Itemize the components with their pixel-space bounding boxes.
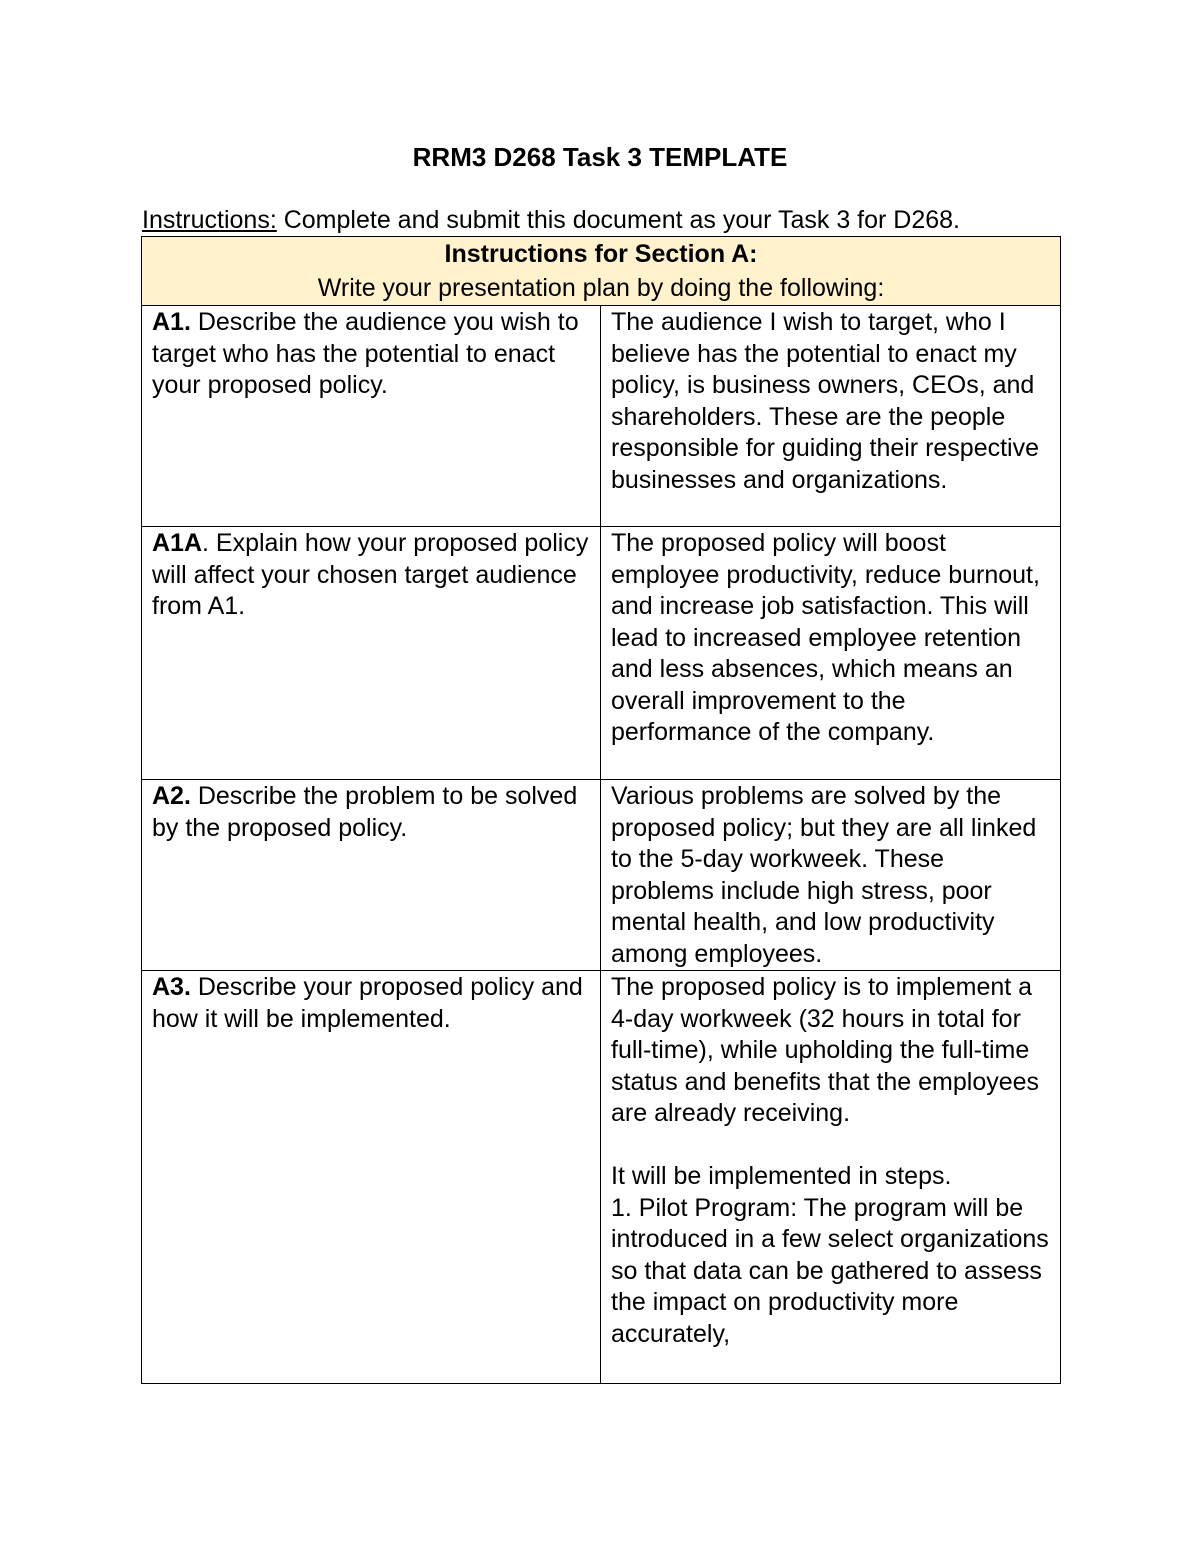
table-row [142, 780, 1061, 971]
table-row [142, 306, 1061, 527]
instructions-label: Instructions: [142, 206, 277, 234]
answer-cell-a1[interactable] [601, 306, 1061, 527]
question-cell-a2 [142, 780, 601, 971]
section-a-table [141, 236, 1061, 1384]
answer-paragraph-2: It will be implemented in steps. [611, 1162, 952, 1190]
table-row [142, 971, 1061, 1384]
question-prompt: Describe the audience you wish to target who has the potential to enact your proposed policy. [152, 308, 579, 399]
section-a-header [142, 237, 1061, 306]
question-cell-a1 [142, 306, 601, 527]
section-a-header-row [142, 237, 1061, 306]
table-row [142, 527, 1061, 780]
instructions-line [142, 204, 960, 236]
question-cell-a1a [142, 527, 601, 780]
section-a-header-title: Instructions for Section A: [444, 240, 758, 268]
answer-cell-a3[interactable] [601, 971, 1061, 1384]
question-code: A1. [152, 308, 191, 336]
answer-paragraph-3: 1. Pilot Program: The program will be introduced in a few select organizations so that data can be gathered to assess the impact on productivity more accurately, [611, 1193, 1049, 1348]
answer-text: Various problems are solved by the proposed policy; but they are all linked to the 5-day workweek. These problems include high stress, poor mental health, and low productivity among employees. [611, 782, 1037, 968]
answer-cell-a2[interactable] [601, 780, 1061, 971]
answer-text: The proposed policy will boost employee productivity, reduce burnout, and increase job satisfaction. This will lead to increased employee retention and less absences, which means an overall improvement to the performance of the company. [611, 529, 1040, 746]
question-prompt: Describe the problem to be solved by the proposed policy. [152, 782, 578, 842]
question-prompt: . Explain how your proposed policy will affect your chosen target audience from A1. [152, 529, 589, 620]
question-code: A1A [152, 529, 203, 557]
answer-text: The audience I wish to target, who I believe has the potential to enact my policy, is business owners, CEOs, and shareholders. These are the people responsible for guiding their respective businesses and organizations. [611, 308, 1040, 494]
answer-cell-a1a[interactable] [601, 527, 1061, 780]
paragraph-gap [611, 1130, 1050, 1162]
section-a-header-subtitle: Write your presentation plan by doing the following: [317, 274, 885, 302]
document-title: RRM3 D268 Task 3 TEMPLATE [412, 142, 788, 172]
question-code: A3. [152, 973, 191, 1001]
question-cell-a3 [142, 971, 601, 1384]
answer-paragraph-1: The proposed policy is to implement a 4-day workweek (32 hours in total for full-time), while upholding the full-time status and benefits that the employees are already receiving. [611, 973, 1040, 1127]
question-prompt: Describe your proposed policy and how it will be implemented. [152, 973, 583, 1033]
question-code: A2. [152, 782, 191, 810]
instructions-text: Complete and submit this document as your Task 3 for D268. [276, 206, 960, 234]
